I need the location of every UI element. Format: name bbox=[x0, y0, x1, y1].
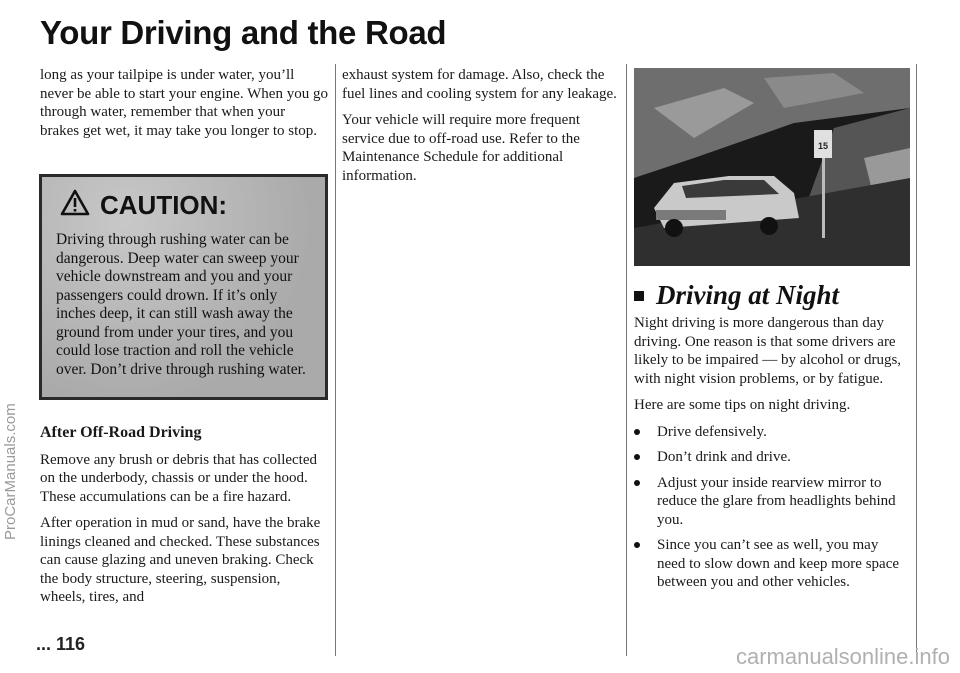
night-driving-heading bbox=[634, 280, 839, 311]
caution-header bbox=[60, 189, 325, 221]
service-paragraph: Your vehicle will require more frequent service due to off-road use. Refer to the Maintenance Schedule for additional information. bbox=[342, 112, 580, 184]
subheading-after-off-road: After Off-Road Driving bbox=[40, 424, 202, 441]
column-divider-2 bbox=[626, 64, 627, 656]
night-driving-photo bbox=[634, 68, 910, 266]
debris-paragraph: Remove any brush or debris that has collected on the underbody, chassis or under the hood. These accumulations can be a fire hazard. bbox=[40, 451, 318, 505]
bottom-watermark: carmanualsonline.info bbox=[735, 644, 950, 669]
side-watermark: ProCarManuals.com bbox=[2, 403, 19, 540]
list-item: Adjust your inside rearview mirror to reduce the glare from headlights behind you. bbox=[634, 474, 910, 530]
warning-triangle-icon bbox=[60, 189, 90, 221]
night-tips-list bbox=[634, 423, 910, 592]
list-item: Since you can’t see as well, you may need to slow down and keep more space between you and other vehicles. bbox=[634, 536, 910, 592]
column-3-body bbox=[634, 314, 910, 599]
column-1-intro bbox=[40, 66, 328, 148]
page-number: ... 116 bbox=[36, 634, 86, 654]
bullet-square-icon bbox=[634, 291, 644, 301]
list-item: Drive defensively. bbox=[634, 423, 910, 442]
column-divider-1 bbox=[335, 64, 336, 656]
caution-box bbox=[39, 174, 328, 400]
tips-lead: Here are some tips on night driving. bbox=[634, 397, 851, 413]
speed-sign-number: 15 bbox=[817, 141, 829, 151]
column-1-body bbox=[40, 424, 328, 615]
mud-sand-paragraph: After operation in mud or sand, have the brake linings cleaned and checked. These substances can cause glazing and uneven braking. Check the body structure, steering, suspension, wheels, tires, and bbox=[40, 515, 321, 605]
page-title: Your Driving and the Road bbox=[40, 14, 447, 51]
exhaust-paragraph: exhaust system for damage. Also, check the fuel lines and cooling system for any leakage. bbox=[342, 67, 617, 102]
column-divider-3 bbox=[916, 64, 917, 656]
intro-paragraph: long as your tailpipe is under water, you’ll never be able to start your engine. When you go through water, remember that when your brakes get wet, it may take you longer to stop. bbox=[40, 67, 328, 139]
night-heading-text: Driving at Night bbox=[656, 280, 840, 310]
night-intro-paragraph: Night driving is more dangerous than day driving. One reason is that some drivers are likely to be impaired — by alcohol or drugs, with night vision problems, or by fatigue. bbox=[634, 315, 902, 387]
caution-text: Driving through rushing water can be dangerous. Deep water can sweep your vehicle downstream and you and your passengers could drown. If it’s only inches deep, it can still wash away the ground from under your tires, and you could lose traction and roll the vehicle over. Don’t drive through rushing water. bbox=[56, 231, 306, 378]
list-item: Don’t drink and drive. bbox=[634, 448, 910, 467]
column-2 bbox=[342, 66, 618, 193]
caution-title: CAUTION: bbox=[100, 189, 228, 220]
